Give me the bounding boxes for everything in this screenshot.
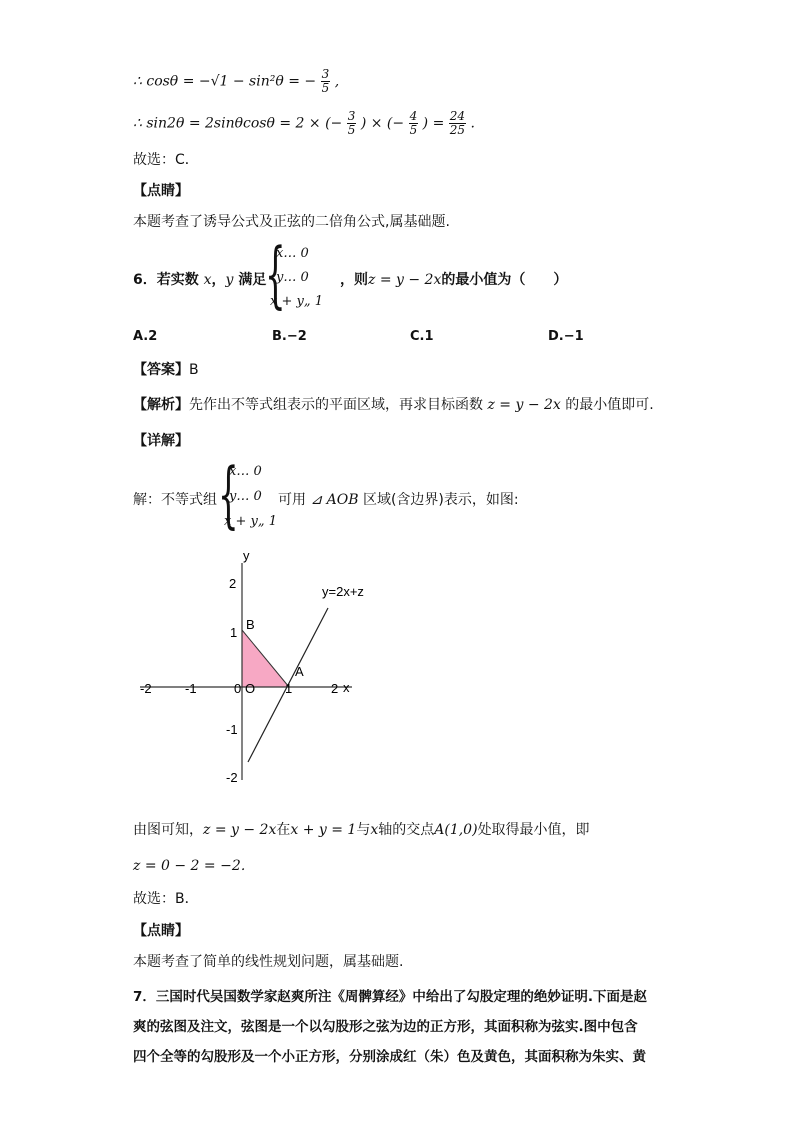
conclusion-line [133,820,590,840]
solution-prefix: 解：不等式组 [133,492,217,508]
x-tick-1: 1 [285,681,293,696]
option-c: C.1 [410,329,434,344]
dianjing-heading-2: 【点睛】 [133,923,189,939]
solution-condition-3: x + y„ 1 [224,514,277,529]
conclusion-text-c: 与 [356,822,371,838]
objective-line-label: y=2x+z [322,584,364,599]
conclusion-point: A(1,0) [434,822,478,838]
sin-fraction-1 [347,110,357,137]
question-6-var-y: y [225,272,234,288]
sin-derivation [133,110,475,137]
option-a: A.2 [133,329,158,344]
x-tick-neg2: -2 [140,681,152,696]
question-6-prefix: 6．若实数 [133,272,199,288]
x-tick-neg1: -1 [185,681,197,696]
fraction-denominator: 5 [347,123,356,137]
solution-tail [278,490,519,510]
conclusion-text-a: 由图可知， [133,822,203,838]
cos-derivation-text: ∴ cosθ = −√1 − sin²θ = − [133,73,317,90]
dianjing-heading-1: 【点睛】 [133,183,189,199]
sin-fraction-2 [409,110,419,137]
fraction-numerator: 4 [409,109,418,123]
question-6-var-x: x [203,272,212,288]
x-tick-0: 0 [234,681,242,696]
point-b-label: B [246,617,255,632]
fraction-numerator: 3 [321,67,330,81]
y-axis-label: y [243,548,250,563]
y-tick-1: 1 [230,625,238,640]
analysis-line [133,395,654,415]
sin-derivation-part-b: ) × (− [360,115,405,132]
analysis-text-a: 先作出不等式组表示的平面区域，再求目标函数 [189,397,483,413]
x-axis-label: x [343,680,350,695]
question-6-suffix: 的最小值为（ ） [441,272,568,288]
cos-derivation [133,68,339,95]
conclusion-expression-2: x + y = 1 [290,822,357,838]
dianjing-text-1: 本题考查了诱导公式及正弦的二倍角公式,属基础题. [133,214,450,230]
option-d: D.−1 [548,329,584,344]
conclusion-expression-1: z = y − 2x [203,822,277,838]
sin-derivation-tail: . [470,115,475,132]
analysis-label: 【解析】 [133,397,189,413]
question-6-expression: z = y − 2x [368,272,442,288]
question-6 [133,270,266,290]
feasible-region-figure [130,548,370,788]
conclusion-calc: z = 0 − 2 = −2． [133,858,255,874]
detail-heading: 【详解】 [133,433,189,449]
answer-prev: 故选：C． [133,152,199,168]
analysis-expression: z = y − 2x [487,397,561,413]
question-7-line-3: 四个全等的勾股形及一个小正方形，分别涂成红（朱）色及黄色，其面积称为朱实、黄 [133,1049,646,1065]
q6-system-brace: { [265,232,286,316]
answer-line [133,360,199,380]
y-tick-neg2: -2 [226,770,238,785]
fraction-numerator: 24 [449,109,466,123]
conclusion-text-b: 在 [276,822,291,838]
question-6-tail [340,270,567,290]
q6-condition-2: y… 0 [276,270,309,285]
dianjing-text-2: 本题考查了简单的线性规划问题，属基础题. [133,954,404,970]
solution-system-brace: { [218,452,239,536]
fraction-numerator: 3 [347,109,356,123]
q6-condition-1: x… 0 [276,246,309,261]
y-tick-2: 2 [229,576,237,591]
fraction-denominator: 25 [449,123,466,137]
cos-derivation-tail: , [334,73,340,90]
sin-derivation-part-a: ∴ sin2θ = 2sinθcosθ = 2 × (− [133,115,343,132]
question-6-mid: 满足 [233,272,267,288]
solution-condition-1: x… 0 [229,464,262,479]
y-tick-neg1: -1 [226,722,238,737]
x-tick-2: 2 [331,681,339,696]
conclusion-text-d: 轴的交点 [378,822,435,838]
solution-text-a: 可用 [278,492,306,508]
sin-fraction-3 [449,110,466,137]
solution-condition-2: y… 0 [229,489,262,504]
analysis-text-b: 的最小值即可. [565,397,654,413]
sin-derivation-part-c: ) = [422,115,445,132]
answer-value: B [189,362,199,378]
question-7-line-1: 7．三国时代吴国数学家赵爽所注《周髀算经》中给出了勾股定理的绝妙证明.下面是赵 [133,989,648,1005]
question-6-then: ，则 [340,272,368,288]
point-a-label: A [295,664,304,679]
cos-fraction [321,68,331,95]
solution-text-b: 区域(含边界)表示，如图: [362,492,519,508]
conclusion-var-x: x [370,822,379,838]
fraction-denominator: 5 [321,81,330,95]
question-6-separator: ， [211,272,226,288]
question-7-line-2: 爽的弦图及注文，弦图是一个以勾股形之弦为边的正方形，其面积称为弦实.图中包含 [133,1019,638,1035]
answer-label: 【答案】 [133,362,189,378]
answer-q6: 故选：B． [133,891,199,907]
solution-triangle: ⊿ AOB [310,492,359,508]
q6-condition-3: x + y„ 1 [270,294,323,309]
conclusion-text-e: 处取得最小值，即 [477,822,590,838]
origin-label: O [245,681,256,696]
option-b: B.−2 [272,329,307,344]
fraction-denominator: 5 [409,123,418,137]
